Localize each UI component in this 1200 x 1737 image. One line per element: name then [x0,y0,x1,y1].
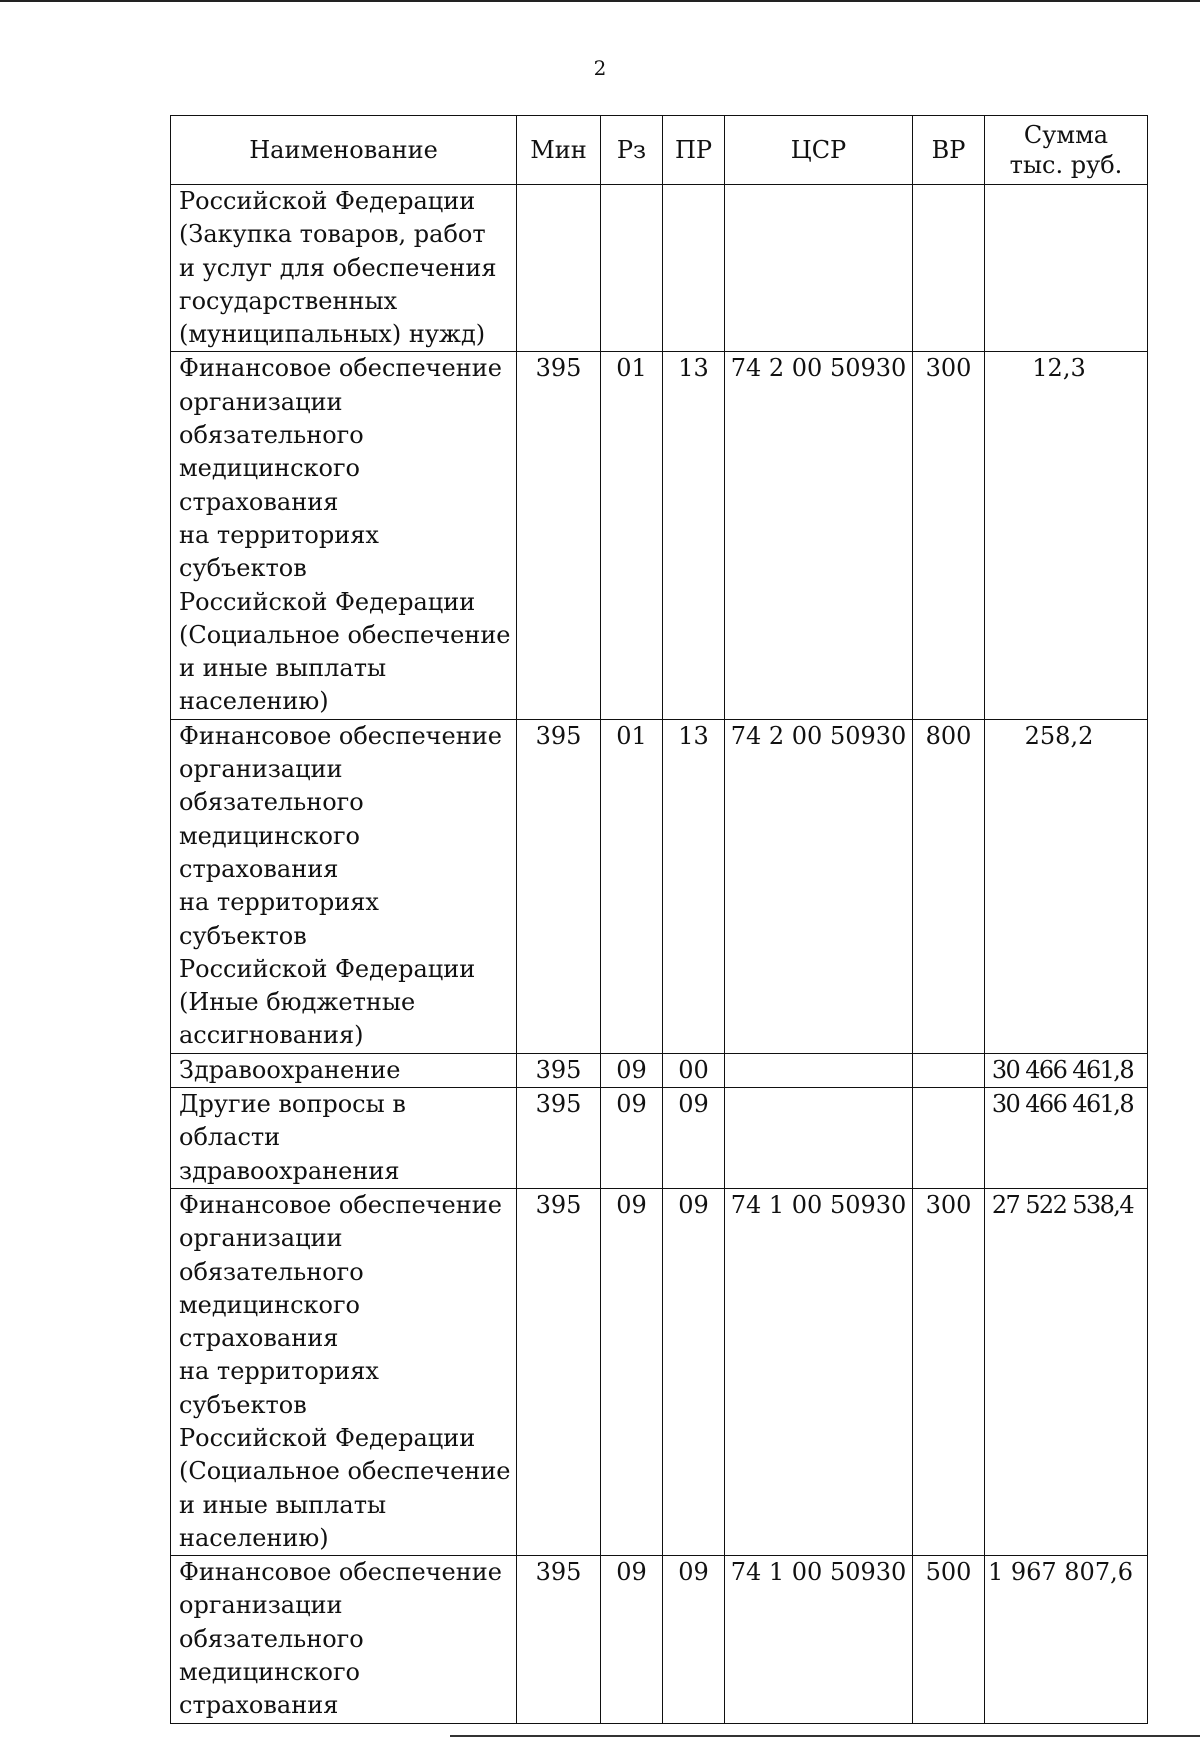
cell-min: 395 [517,1556,601,1723]
cell-name: Здравоохранение [171,1053,517,1087]
cell-csr [725,1053,913,1087]
header-min: Мин [517,116,601,185]
cell-csr: 74 1 00 50930 [725,1188,913,1555]
cell-name: Финансовое обеспечение организации обязательного медицинского страхования на территориях субъектов Российской Федерации (Социальное обеспечение и иные выплаты населению) [171,1188,517,1555]
table-row [171,1053,1148,1087]
cell-rz: 09 [601,1053,663,1087]
cell-min: 395 [517,719,601,1053]
cell-name: Финансовое обеспечение организации обязательного медицинского страхования [171,1556,517,1723]
cell-vr [913,1053,985,1087]
table-body [171,185,1148,1724]
cell-vr [913,185,985,352]
table-row [171,185,1148,352]
cell-sum: 12,3 [985,352,1148,719]
cell-csr: 74 2 00 50930 [725,719,913,1053]
table-row [171,1188,1148,1555]
cell-pr: 09 [663,1088,725,1189]
header-sum: Сумма тыс. руб. [985,116,1148,185]
cell-sum: 30 466 461,8 [985,1053,1148,1087]
cell-name: Другие вопросы в области здравоохранения [171,1088,517,1189]
cell-rz [601,185,663,352]
cell-vr: 800 [913,719,985,1053]
cell-sum: 27 522 538,4 [985,1188,1148,1555]
cell-min [517,185,601,352]
cell-pr: 13 [663,352,725,719]
cell-sum: 258,2 [985,719,1148,1053]
cell-min: 395 [517,1088,601,1189]
header-row [171,116,1148,185]
table-header [171,116,1148,185]
cell-rz: 09 [601,1088,663,1189]
cell-rz: 01 [601,719,663,1053]
cell-vr [913,1088,985,1189]
header-rz: Рз [601,116,663,185]
cell-pr: 09 [663,1188,725,1555]
cell-sum [985,185,1148,352]
cell-csr: 74 1 00 50930 [725,1556,913,1723]
table-row [171,1088,1148,1189]
cell-csr [725,1088,913,1189]
header-csr: ЦСР [725,116,913,185]
cell-csr: 74 2 00 50930 [725,352,913,719]
table-row [171,1556,1148,1723]
cell-min: 395 [517,1053,601,1087]
cell-vr: 300 [913,1188,985,1555]
header-name: Наименование [171,116,517,185]
cell-rz: 09 [601,1556,663,1723]
cell-name: Финансовое обеспечение организации обязательного медицинского страхования на территориях субъектов Российской Федерации (Социальное обеспечение и иные выплаты населению) [171,352,517,719]
cell-min: 395 [517,352,601,719]
cell-name: Финансовое обеспечение организации обязательного медицинского страхования на территориях субъектов Российской Федерации (Иные бюджетные ассигнования) [171,719,517,1053]
cell-vr: 300 [913,352,985,719]
header-vr: ВР [913,116,985,185]
cell-sum: 30 466 461,8 [985,1088,1148,1189]
table-row [171,352,1148,719]
cell-pr: 13 [663,719,725,1053]
cell-min: 395 [517,1188,601,1555]
cell-pr: 00 [663,1053,725,1087]
cell-csr [725,185,913,352]
cell-sum: 1 967 807,6 [985,1556,1148,1723]
table-row [171,719,1148,1053]
page-number: 2 [593,56,607,80]
cell-name: Российской Федерации (Закупка товаров, работ и услуг для обеспечения государственных (муниципальных) нужд) [171,185,517,352]
top-border-line [0,0,1200,2]
cell-pr [663,185,725,352]
header-pr: ПР [663,116,725,185]
cell-rz: 09 [601,1188,663,1555]
budget-table [170,115,1148,1724]
cell-vr: 500 [913,1556,985,1723]
cell-pr: 09 [663,1556,725,1723]
cell-rz: 01 [601,352,663,719]
